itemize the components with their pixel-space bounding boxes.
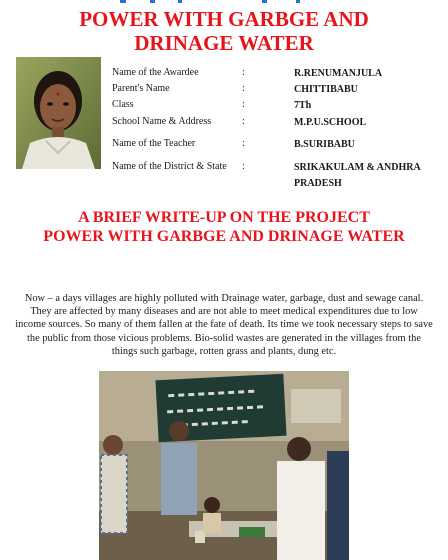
detail-value: CHITTIBABU bbox=[294, 84, 358, 95]
detail-value: R.RENUMANJULA bbox=[294, 68, 383, 79]
writeup-paragraph: Now – a days villages are highly polluted with Drainage water, garbage, dust and sewage canal. They are affected by many diseases and are not able to meet medical expenditures due to low income sources. So many of them fallen at the fate of death. Its time we took necessary steps to save the public from those vicious problems. Bio-solid wastes are generated in the villages from the things such garbage, rotten grass and plants, dung etc. bbox=[15, 293, 433, 357]
detail-label: Class bbox=[112, 99, 134, 110]
detail-label: Name of the District & State bbox=[112, 161, 227, 172]
project-exhibition-photo bbox=[99, 371, 349, 560]
detail-separator: : bbox=[242, 83, 245, 94]
detail-separator: : bbox=[242, 116, 245, 127]
detail-separator: : bbox=[242, 138, 245, 149]
detail-separator: : bbox=[242, 67, 245, 78]
awardee-details bbox=[0, 0, 448, 200]
detail-value: M.P.U.SCHOOL bbox=[294, 117, 367, 128]
detail-label: School Name & Address bbox=[112, 116, 212, 127]
title-line-1: POWER WITH GARBGE AND bbox=[79, 7, 369, 31]
writeup-heading-line-1: A BRIEF WRITE-UP ON THE PROJECT bbox=[78, 209, 370, 226]
detail-separator: : bbox=[242, 161, 245, 172]
writeup-heading-line-2: POWER WITH GARBGE AND DRINAGE WATER bbox=[43, 228, 405, 245]
title-line-2: DRINAGE WATER bbox=[134, 31, 314, 55]
detail-label: Name of the Awardee bbox=[112, 67, 199, 78]
detail-separator: : bbox=[242, 99, 245, 110]
detail-value: B.SURIBABU bbox=[294, 139, 355, 150]
detail-label: Name of the Teacher bbox=[112, 138, 196, 149]
detail-label: Parent's Name bbox=[112, 83, 170, 94]
detail-value: SRIKAKULAM & ANDHRA PRADESH bbox=[294, 162, 421, 189]
detail-value: 7Th bbox=[294, 100, 312, 111]
